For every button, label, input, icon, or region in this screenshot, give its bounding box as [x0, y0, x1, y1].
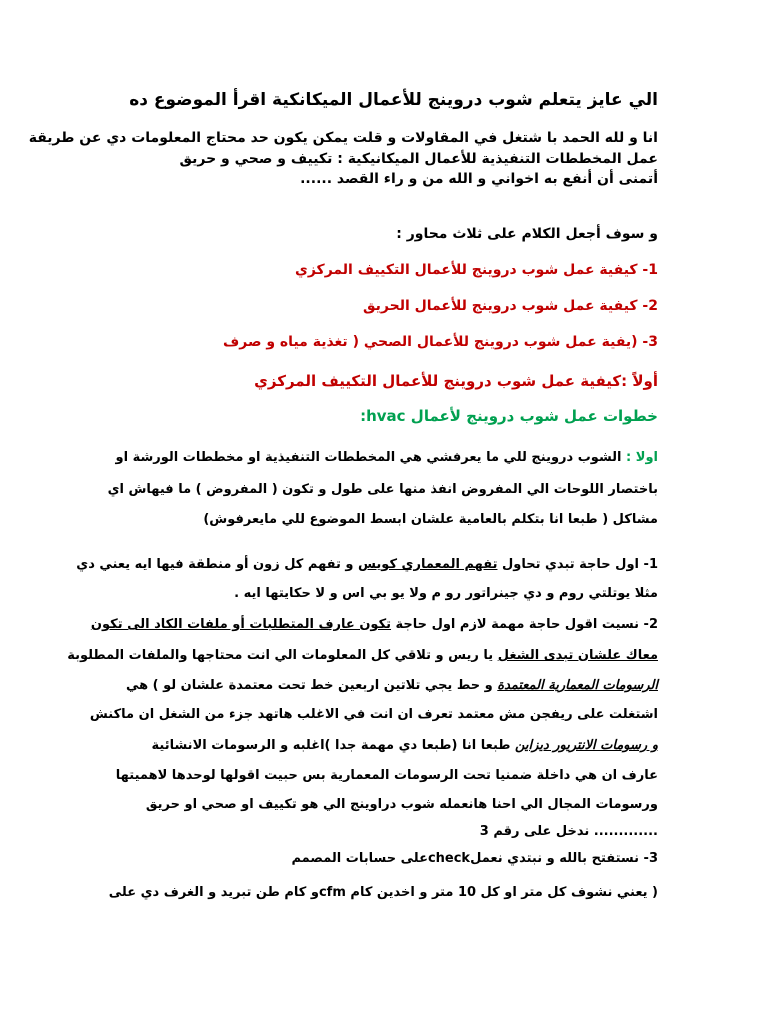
axis-item-2: 2- كيفية عمل شوب دروينج للأعمال الحريق [363, 298, 658, 314]
axis-item-1: 1- كيفية عمل شوب دروينج للأعمال التكييف المركزي [295, 262, 658, 278]
step2-line-7: ورسومات المجال الي احنا هانعمله شوب دراوينج الي هو تكييف او صحي او حريق [145, 797, 658, 812]
step2-a: 2- نسيت اقول حاجة مهمة لازم اول حاجة [395, 617, 658, 632]
para1-line-1 [115, 450, 658, 466]
step3-line-1: 3- نستفتح بالله و نبتدي نعملcheckعلى حسابات المصمم [291, 851, 658, 866]
step2-line-8: ............. ندخل على رقم 3 [479, 824, 658, 839]
doc-title: الي عايز يتعلم شوب دروينج للأعمال الميكانكية اقرأ الموضوع ده [129, 90, 658, 110]
section-steps-heading: خطوات عمل شوب دروينج لأعمال hvac: [360, 407, 658, 425]
step2-l2b: يا ريس و تلاقي كل المعلومات الي انت محتاجها والملفات المطلوبة [67, 648, 494, 663]
step1-line-2: مثلا يوتلتي روم و دي جينراتور رو م ولا يو بي اس و لا حكايتها ايه . [234, 586, 658, 601]
step1-underlined: تفهم المعماري كويس [358, 557, 498, 572]
step1-a: اول حاجة تبدي تحاول [502, 557, 640, 572]
step2-l3b: و حط يجي تلاتين اربعين خط تحت معتمدة علشان لو ) هي [125, 678, 493, 693]
axis-item-3: 3- (يفية عمل شوب دروينج للأعمال الصحي ( تغذية مياه و صرف [222, 334, 658, 350]
step2-l5b: طبعا انا (طبعا دي مهمة جدا )اغلبه و الرسومات الانشائية [151, 738, 511, 753]
step1-num: 1- [643, 557, 658, 572]
step2-line-2 [67, 648, 658, 664]
step2-line-3 [120, 678, 658, 694]
step2-line-4: اشتغلت على ريفجن مش معتمد تعرف ان انت في الاغلب هاتهد جزء من الشغل ان ماكنش [89, 707, 658, 722]
step2-underlined-1: تكون عارف المتطلبات أو ملفات الكاد الى تكون [90, 617, 392, 632]
step2-line-1 [90, 617, 658, 633]
para1-line-3: مشاكل ( طبعا انا بتكلم بالعامية علشان ابسط الموضوع للي مايعرفوش) [203, 512, 658, 527]
intro-line-2: عمل المخططات التنفيذية للأعمال الميكانيكية : تكييف و صحي و حريق [179, 151, 658, 167]
first-label: اولا : [626, 450, 658, 465]
intro-line-1: انا و لله الحمد با شتغل في المقاولات و قلت يمكن يكون حد محتاج المعلومات دي عن طريقة [28, 130, 658, 146]
step2-line-5 [120, 738, 658, 754]
para1-line-2: باختصار اللوحات الي المفروض انفذ منها على طول و تكون ( المفروض ) ما فيهاش اي [107, 482, 658, 497]
step2-italic-2: و رسومات الانتريور ديزاين [515, 738, 658, 753]
intro-line-3: أتمنى أن أنفع به اخواني و الله من و راء القصد ...... [300, 171, 658, 187]
step2-italic-1: الرسومات المعمارية المعتمدة [497, 678, 658, 693]
step2-underlined-3: معاك علشان تبدى الشغل [497, 648, 658, 663]
section-first-heading: أولاً :كيفية عمل شوب دروينج للأعمال التكييف المركزي [254, 372, 658, 390]
step2-line-6: عارف ان هي داخلة ضمنيا تحت الرسومات المعمارية بس حبيت اقولها لوحدها لاهميتها [115, 768, 658, 783]
axes-intro: و سوف أجعل الكلام على ثلاث محاور : [396, 226, 658, 242]
step1-line-1 [76, 557, 658, 573]
step1-c: و تفهم كل زون أو منطقة فيها ايه يعني دي [76, 557, 354, 572]
para1-text: الشوب دروينج للي ما يعرفشي هي المخططات التنفيذية او مخططات الورشة او [115, 450, 622, 465]
step3-line-2: ( يعني نشوف كل متر او كل 10 متر و اخدين كام cfmو كام طن تبريد و الغرف دي على [108, 885, 658, 900]
